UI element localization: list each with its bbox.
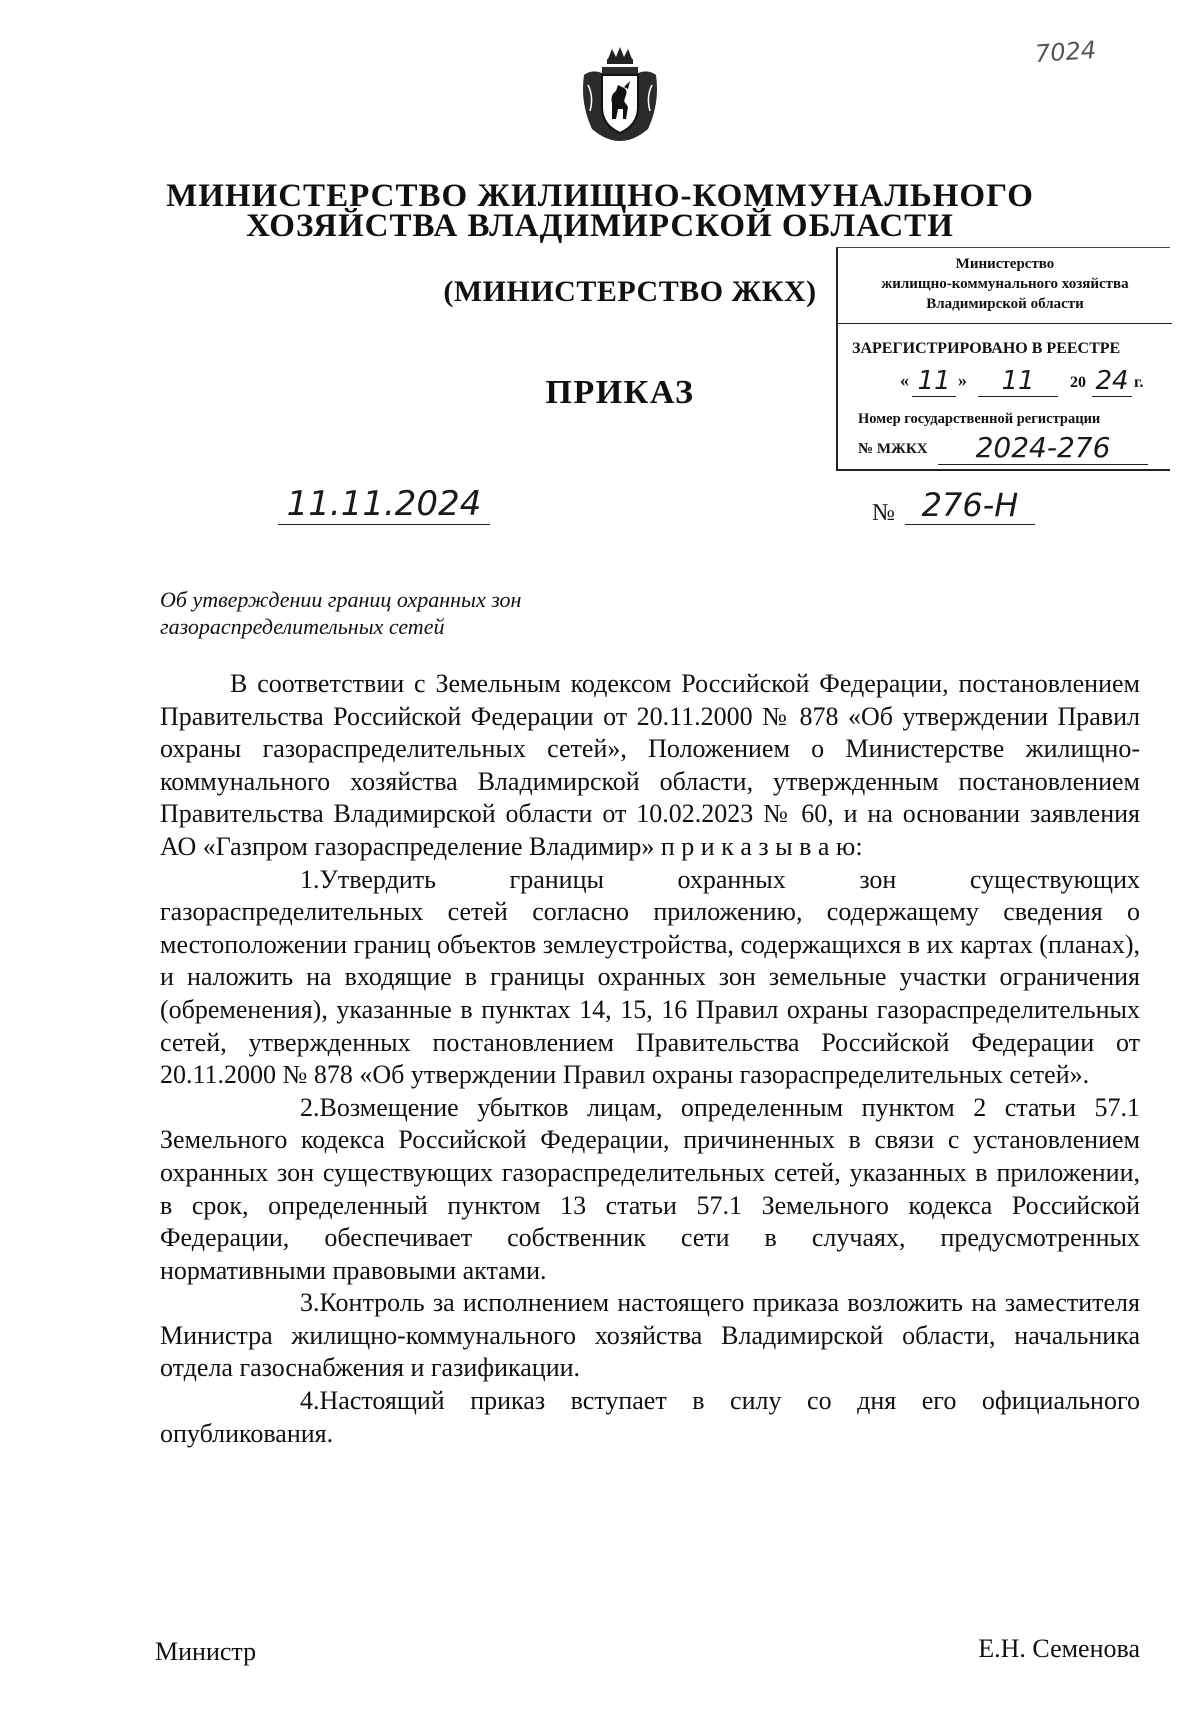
stamp-number-value: 2024-276: [938, 431, 1148, 465]
stamp-year-prefix: 20: [1070, 374, 1086, 391]
stamp-year-suffix: 24: [1092, 366, 1132, 397]
signer-title: Министр: [155, 1637, 257, 1666]
order-item-2: [160, 1092, 1140, 1288]
item-text: Настоящий приказ вступает в силу со дня его официального опубликования.: [160, 1386, 1140, 1448]
stamp-org-line-3: Владимирской области: [926, 296, 1084, 312]
item-number: 1.: [300, 864, 320, 894]
subject-line-1: Об утверждении границ охранных зон: [160, 587, 522, 612]
order-date: 11.11.2024: [278, 484, 490, 525]
vladimir-oblast-coat-of-arms-icon: [578, 45, 662, 143]
stamp-month: 11: [978, 366, 1058, 397]
stamp-day: 11: [912, 366, 956, 397]
order-number: 276-Н: [905, 486, 1035, 525]
stamp-number: [858, 431, 1168, 465]
stamp-org-line-1: Министерство: [955, 256, 1055, 272]
preamble-paragraph: В соответствии с Земельным кодексом Российской Федерации, постановлением Правительства Российской Федерации от 20.11.2000 № 878 «Об утверждении Правил охраны газораспределительных сетей», Положением о Министерстве жилищно-коммунального хозяйства Владимирской области, утвержденным постановлением Правительства Владимирской области от 10.02.2023 № 60, и на основании заявления АО «Газпром газораспределение Владимир» п р и к а з ы в а ю:: [160, 669, 1140, 861]
signer-name: Е.Н. Семенова: [978, 1634, 1140, 1663]
order-item-3: [160, 1287, 1140, 1385]
stamp-year-end: г.: [1134, 374, 1144, 391]
order-body: [160, 668, 1140, 1450]
subject-line-2: газораспределительных сетей: [160, 614, 445, 639]
stamp-registered-label: ЗАРЕГИСТРИРОВАНО В РЕЕСТРЕ: [852, 340, 1121, 357]
order-item-4: [160, 1385, 1140, 1450]
item-number: 2.: [300, 1092, 320, 1122]
stamp-date: [860, 366, 1170, 400]
item-text: Возмещение убытков лицам, определенным пунктом 2 статьи 57.1 Земельного кодекса Российской Федерации, причиненных в связи с установлением охранных зон существующих газораспределительных сетей, указанных в приложении, в срок, определенный пунктом 13 статьи 57.1 Земельного кодекса Российской Федерации, обеспечивает собственник сети в случаях, предусмотренных нормативными правовыми актами.: [160, 1092, 1140, 1285]
stamp-org-line-2: жилищно-коммунального хозяйства: [881, 276, 1129, 292]
ministry-name-line-1: МИНИСТЕРСТВО ЖИЛИЩНО-КОММУНАЛЬНОГО: [166, 178, 1034, 214]
stamp-number-prefix: № МЖКХ: [858, 441, 928, 457]
order-number-sign: №: [872, 500, 895, 526]
ministry-name-line-2: ХОЗЯЙСТВА ВЛАДИМИРСКОЙ ОБЛАСТИ: [246, 208, 954, 244]
stamp-divider: [838, 323, 1172, 324]
item-number: 3.: [300, 1288, 320, 1318]
stamp-open-quote: «: [900, 370, 909, 390]
handwritten-corner-mark: 7024: [1034, 35, 1097, 69]
item-text: Утвердить границы охранных зон существующих газораспределительных сетей согласно приложению, содержащему сведения о местоположении границ объектов землеустройства, содержащихся в их картах (планах), и наложить на входящие в границы охранных зон земельные участки ограничения (обременения), указанные в пунктах 14, 15, 16 Правил охраны газораспределительных сетей, утвержденных постановлением Правительства Российской Федерации от 20.11.2000 № 878 «Об утверждении Правил охраны газораспределительных сетей».: [160, 864, 1140, 1090]
stamp-number-label: Номер государственной регистрации: [858, 411, 1101, 427]
order-item-1: [160, 864, 1140, 1092]
stamp-close-quote: »: [958, 370, 967, 390]
registration-stamp: [836, 247, 1170, 471]
document-type-title: ПРИКАЗ: [545, 374, 695, 411]
ministry-abbreviation: (МИНИСТЕРСТВО ЖКХ): [443, 275, 817, 308]
item-text: Контроль за исполнением настоящего приказа возложить на заместителя Министра жилищно-коммунального хозяйства Владимирской области, начальника отдела газоснабжения и газификации.: [160, 1288, 1140, 1383]
item-number: 4.: [300, 1386, 320, 1416]
